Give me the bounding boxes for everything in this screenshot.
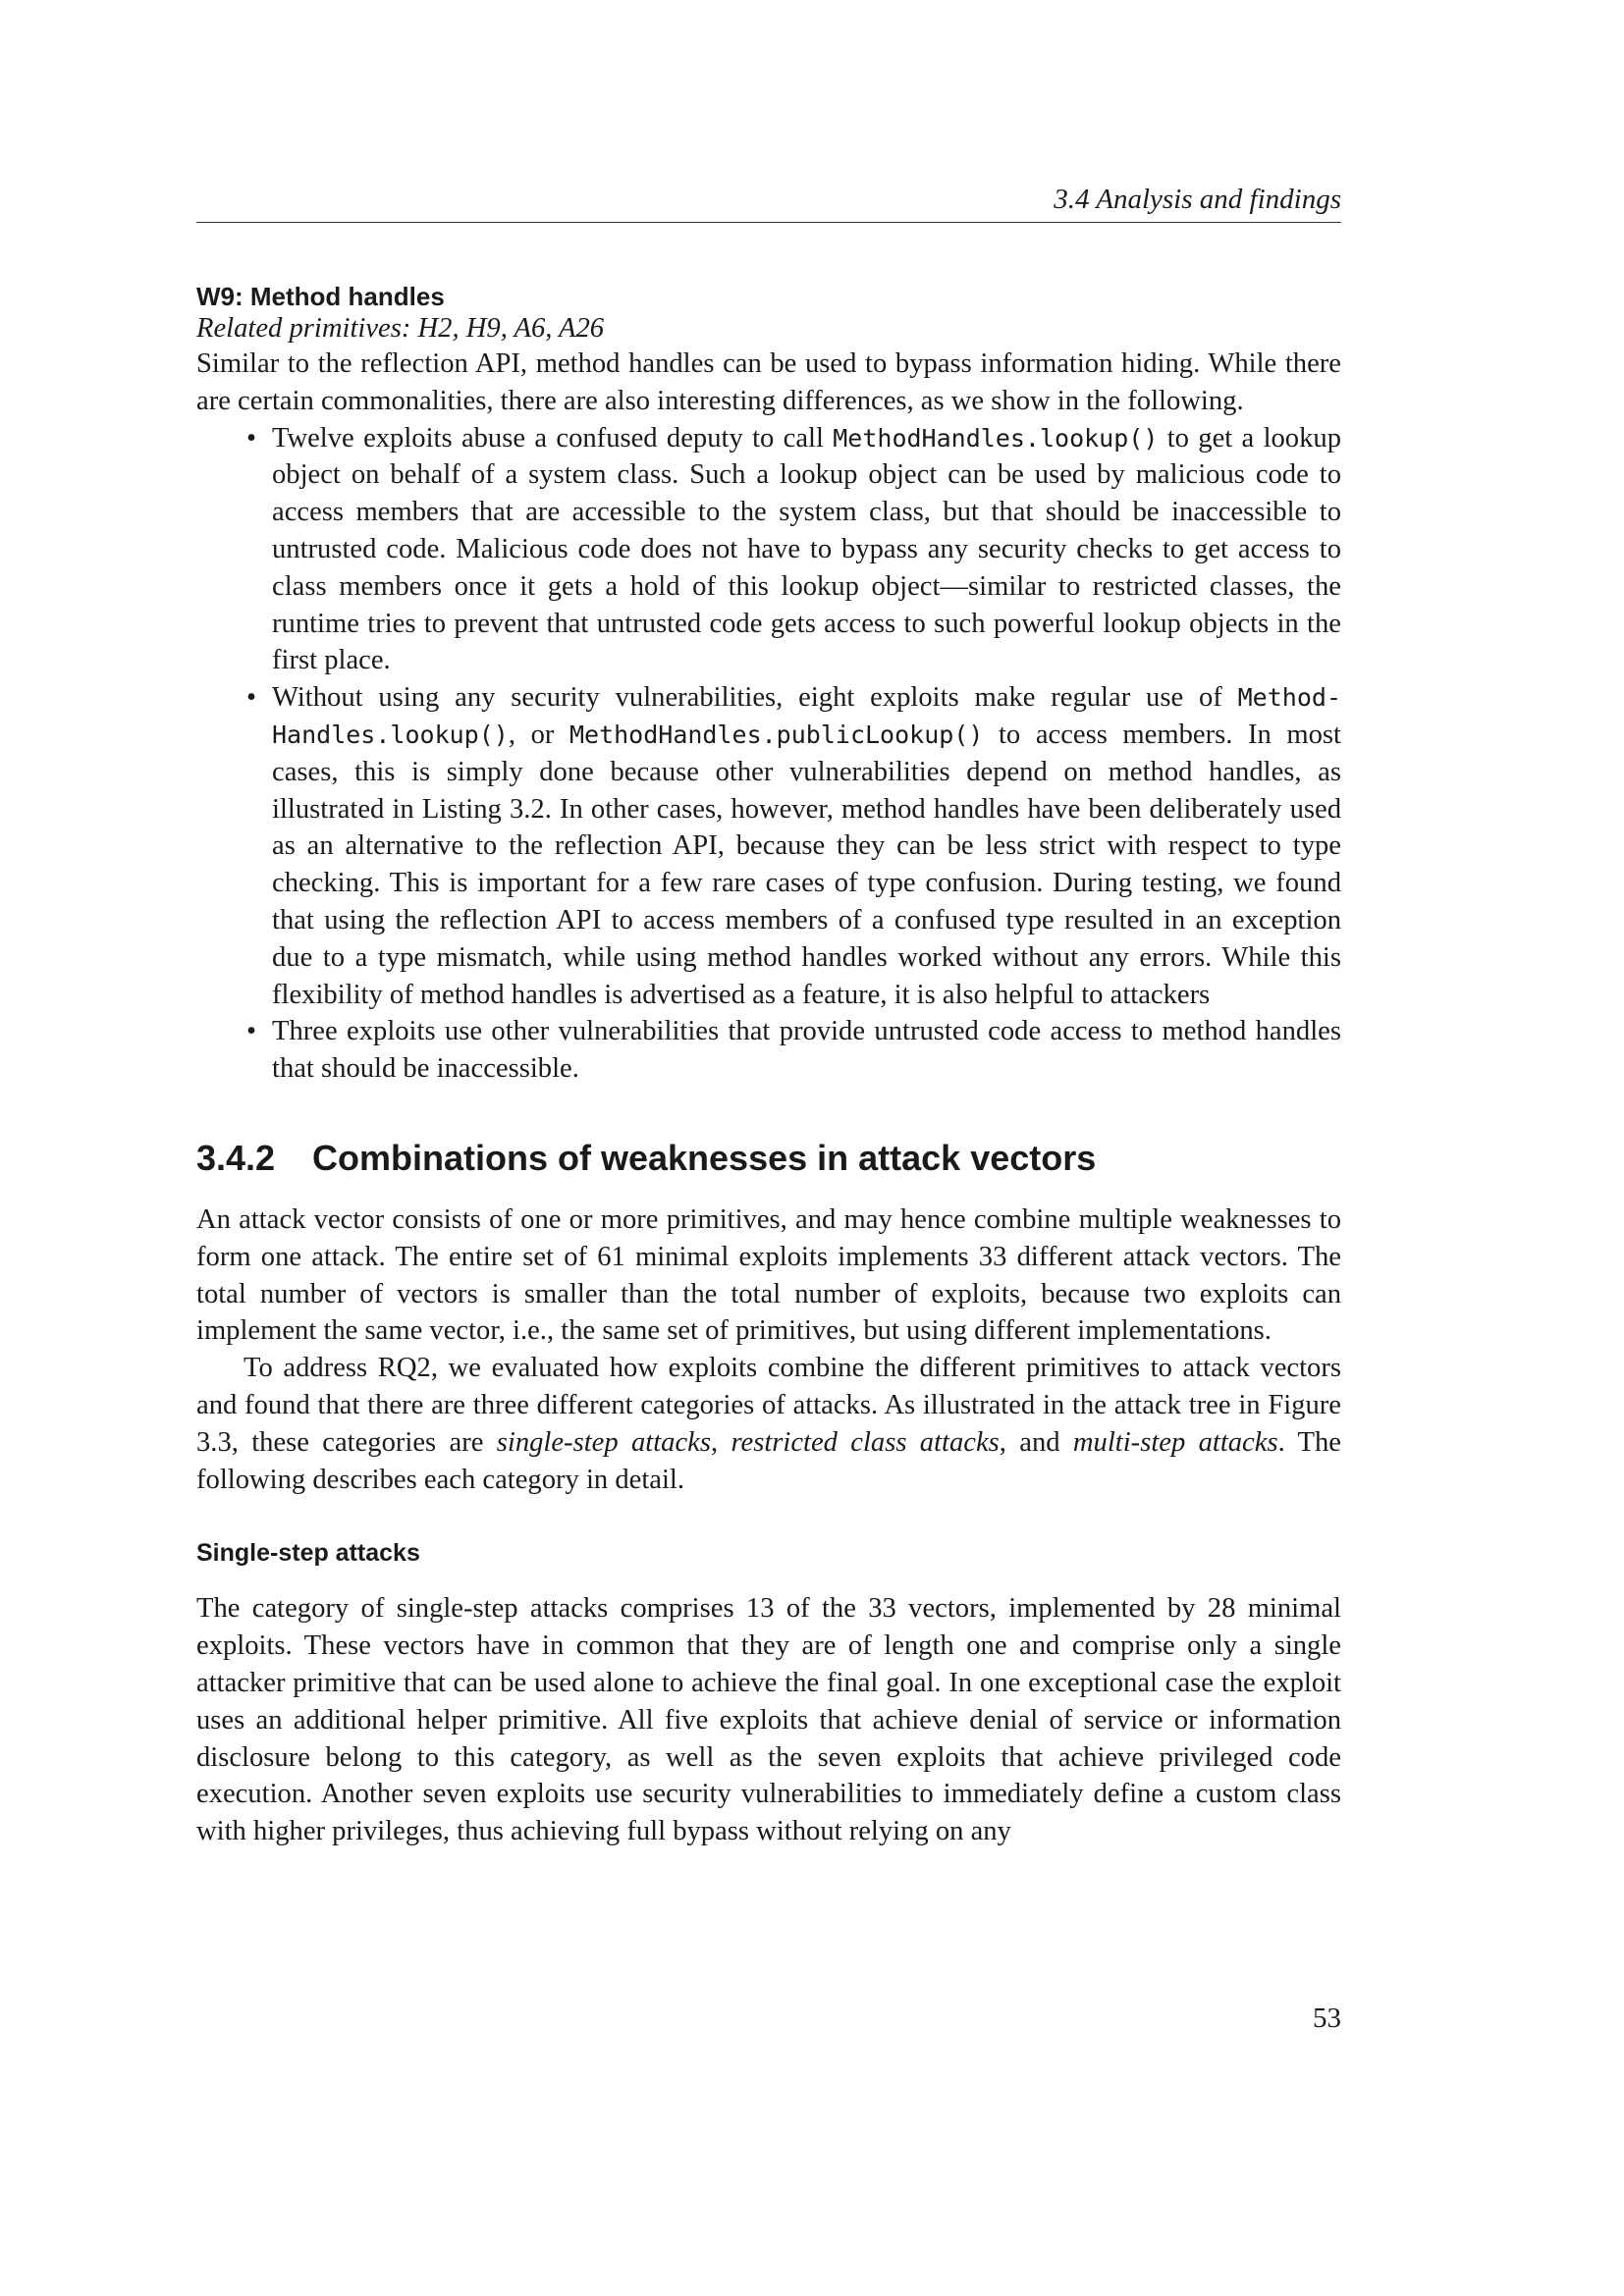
section-number: 3.4.2 (196, 1137, 276, 1178)
w9-bullet-list (196, 420, 1341, 1088)
w9-related-primitives: Related primitives: H2, H9, A6, A26 (196, 313, 605, 344)
bullet-icon: • (246, 1016, 257, 1047)
section-title: Combinations of weaknesses in attack vectors (312, 1137, 1097, 1178)
list-item: • Three exploits use other vulnerabilities that provide untrusted code access to method handles that should be inaccessible. (272, 1013, 1341, 1088)
section-paragraph-1: An attack vector consists of one or more primitives, and may hence combine multiple weaknesses to form one attack. The entire set of 61 minimal exploits implements 33 different attack vectors. The total number of vectors is smaller than the total number of exploits, because two exploits can implement the same vector, i.e., the same set of primitives, but using different implementations. (196, 1203, 1341, 1347)
code-inline: MethodHandles.publicLookup() (568, 720, 984, 749)
subsection-paragraph: The category of single-step attacks comprises 13 of the 33 vectors, implemented by 28 minimal exploits. These vectors have in common that they are of length one and comprise only a single attacker primitive that can be used alone to achieve the final goal. In one exceptional case the exploit uses an additional helper primitive. All five exploits that achieve denial of service or information disclosure belong to this category, as well as the seven exploits that achieve privileged code execution. Another seven exploits use security vulnerabilities to immediately define a custom class with higher privileges, thus achieving full bypass without relying on any (196, 1593, 1341, 1847)
header-rule (196, 222, 1341, 223)
running-header: 3.4 Analysis and findings (1054, 184, 1341, 215)
w9-heading: W9: Method handles (196, 282, 445, 311)
bullet-icon: • (246, 422, 257, 454)
code-inline: MethodHandles.lookup() (272, 683, 1341, 749)
code-inline: MethodHandles.lookup() (833, 423, 1159, 453)
bullet-icon: • (246, 682, 257, 714)
list-item: • Without using any security vulnerabilities, eight exploits make regular use of MethodHandles.lookup(), or MethodHandles.publicLookup() to access members. In most cases, this is simply done because other vulnerabilities depend on method handles, as illustrated in Listing 3.2. In other cases, however, method handles have been deliberately used as an alternative to the reflection API, because they can be less strict with respect to type checking. This is important for a few rare cases of type confusion. During testing, we found that using the reflection API to access members of a confused type resulted in an exception due to a type mismatch, while using method handles worked without any errors. While this flexibility of method handles is advertised as a feature, it is also helpful to attackers (272, 679, 1341, 1013)
list-item: • Twelve exploits abuse a confused deputy to call MethodHandles.lookup() to get a lookup object on behalf of a system class. Such a lookup object can be used by malicious code to access members that are accessible to the system class, but that should be inaccessible to untrusted code. Malicious code does not have to bypass any security checks to get access to class members once it gets a hold of this lookup object—similar to restricted classes, the runtime tries to prevent that untrusted code gets access to such powerful lookup objects in the first place. (272, 420, 1341, 680)
subsection-heading: Single-step attacks (196, 1539, 420, 1568)
section-paragraph-2: To address RQ2, we evaluated how exploits combine the different primitives to attack vectors and found that there are three different categories of attacks. As illustrated in the attack tree in Figure 3.3, these categories are single-step attacks, restricted class attacks, and multi-step attacks. The following describes each category in detail. (196, 1353, 1341, 1495)
body-text (196, 281, 1341, 1850)
section-heading (196, 1137, 1341, 1180)
w9-intro-paragraph: Similar to the reflection API, method handles can be used to bypass information hiding. While there are certain commonalities, there are also interesting differences, as we show in the following. (196, 348, 1341, 416)
page-number: 53 (1313, 2002, 1341, 2034)
